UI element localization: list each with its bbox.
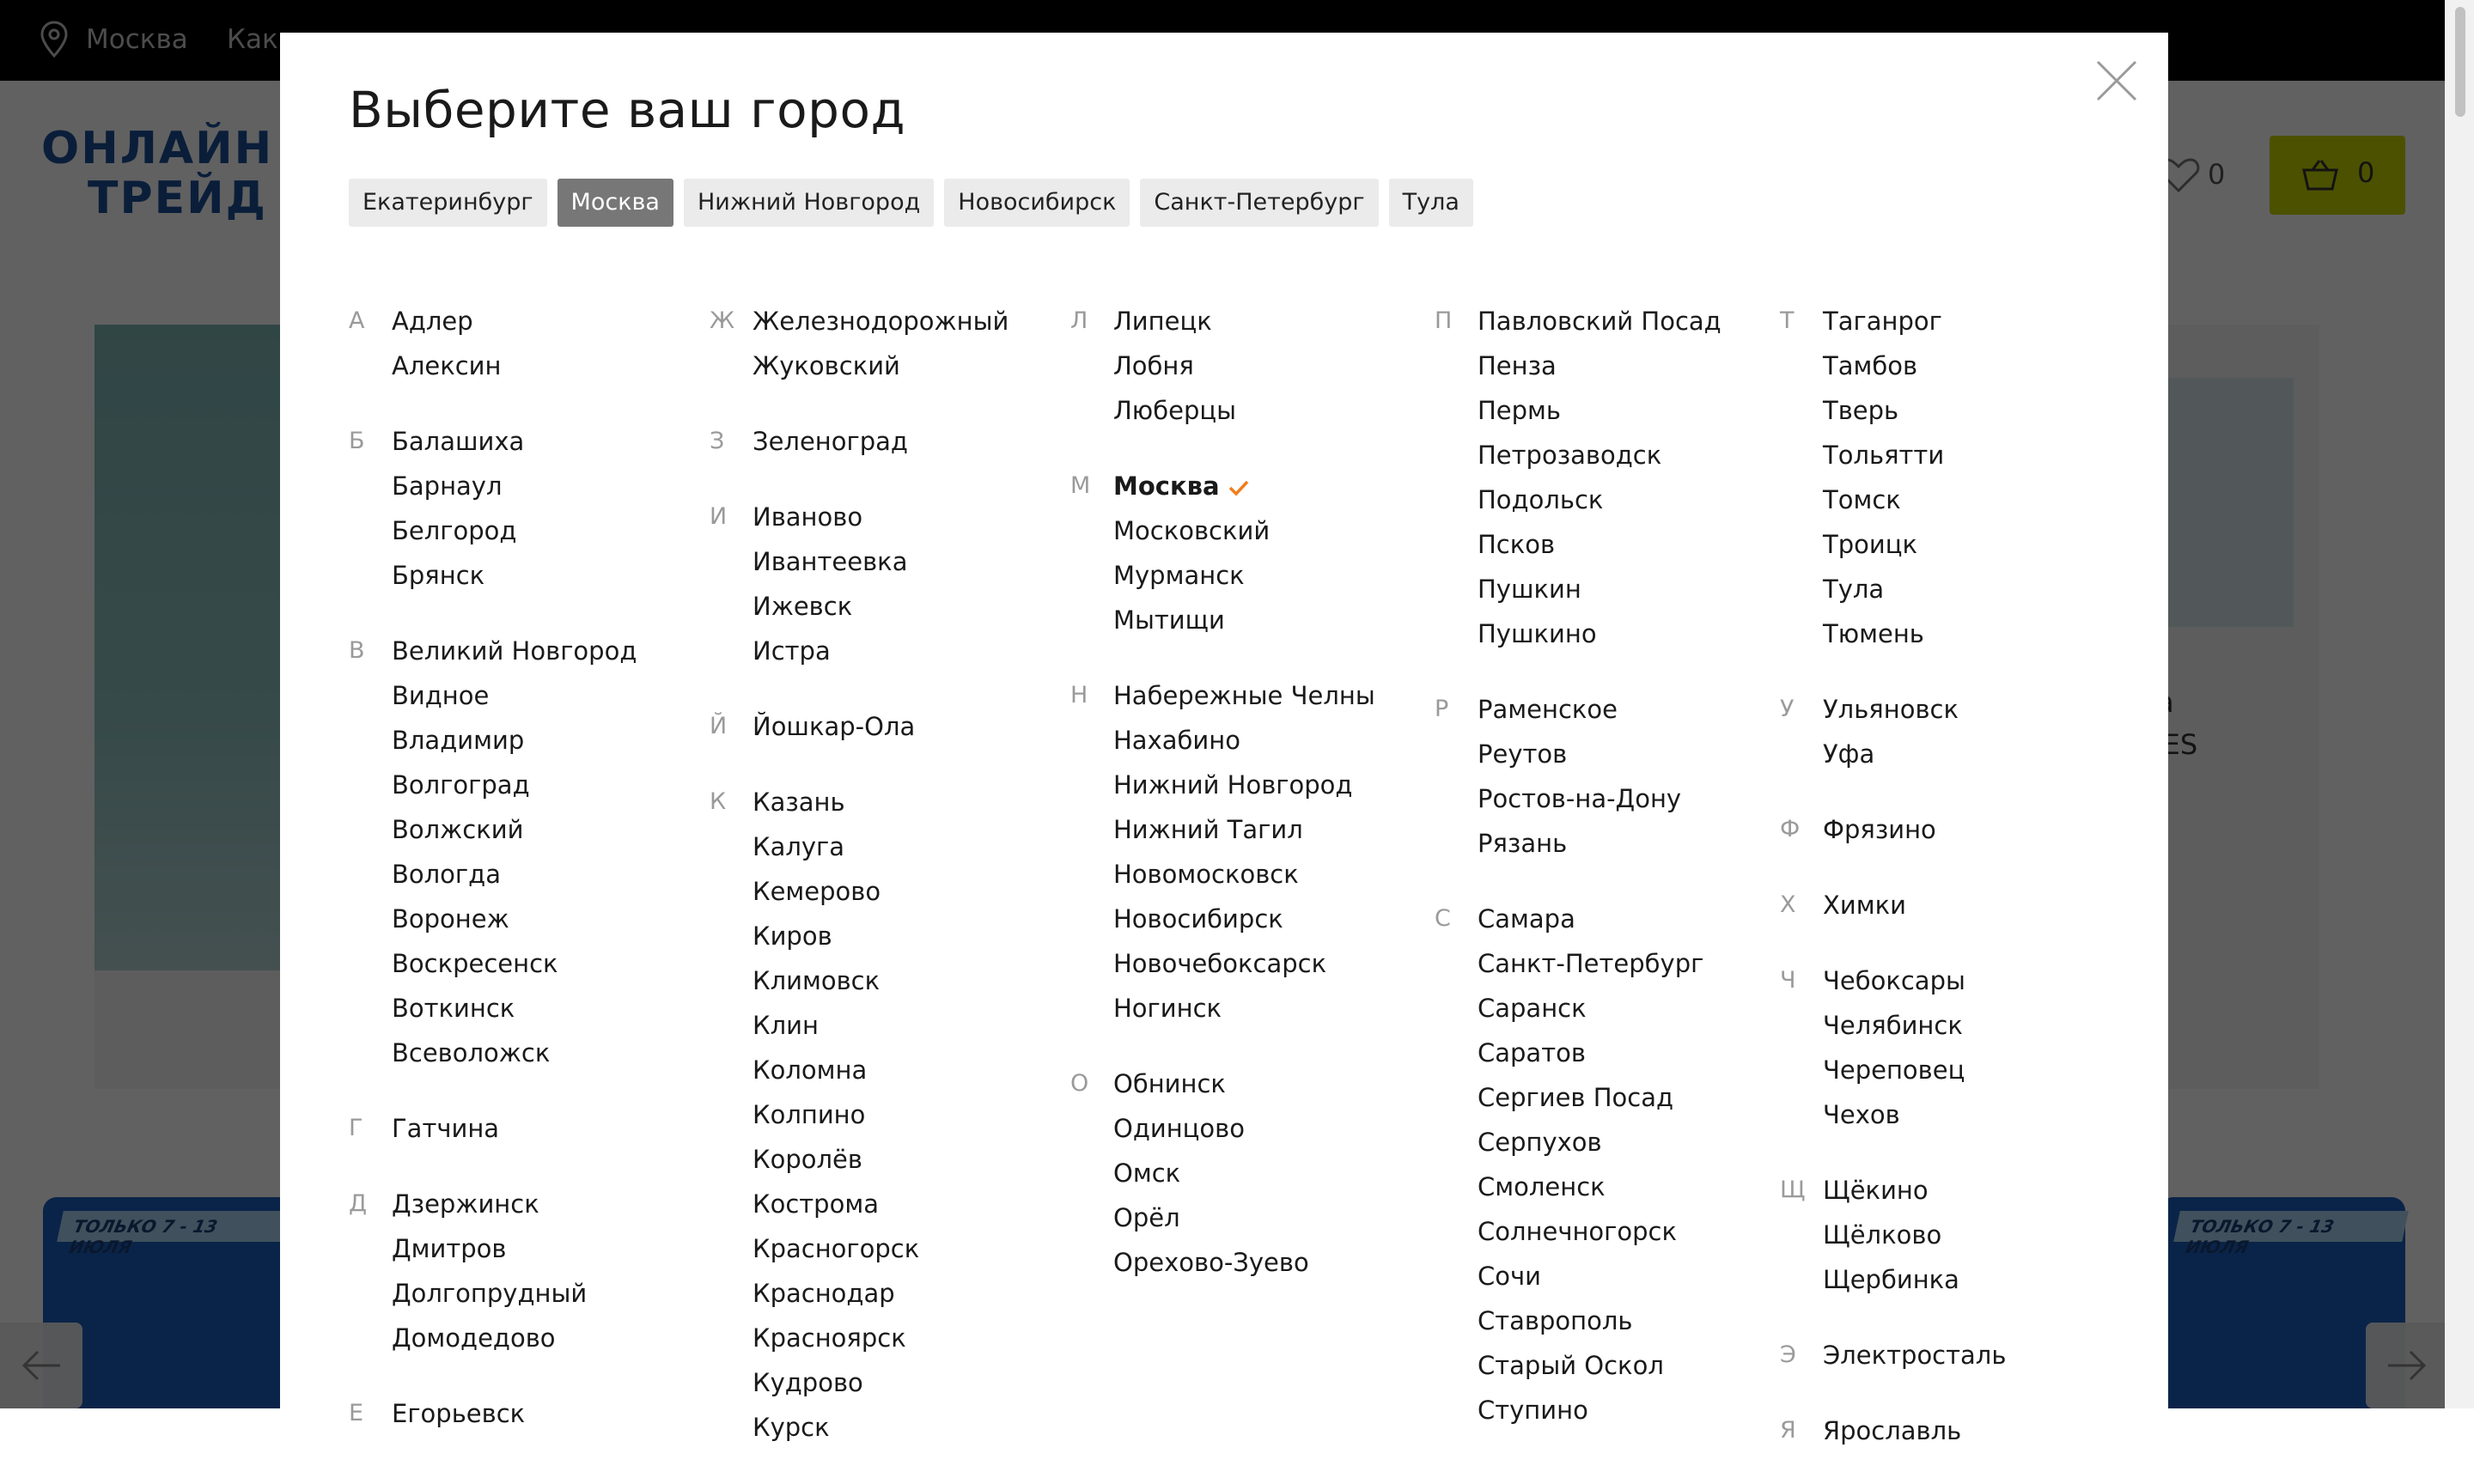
- city-name: Псков: [1478, 530, 1556, 559]
- city-name: Дмитров: [392, 1234, 507, 1263]
- city-name: Обнинск: [1113, 1069, 1226, 1098]
- city-name: Щербинка: [1823, 1265, 1959, 1294]
- checkmark-icon: [1228, 479, 1249, 496]
- city-link[interactable]: [392, 1031, 710, 1075]
- city-name: Тольятти: [1823, 441, 1945, 470]
- city-name: Саратов: [1478, 1038, 1586, 1067]
- city-link[interactable]: [392, 1391, 710, 1436]
- city-name: Кемерово: [753, 877, 881, 906]
- group-letter: О: [1070, 1070, 1089, 1097]
- close-icon[interactable]: [2094, 58, 2139, 103]
- city-link[interactable]: [1823, 1213, 2038, 1257]
- city-link[interactable]: [1823, 1333, 2038, 1378]
- city-link[interactable]: [1478, 1209, 1780, 1254]
- city-name: Сергиев Посад: [1478, 1083, 1674, 1112]
- city-name: Подольск: [1478, 485, 1604, 514]
- quick-city-list: [349, 179, 1473, 227]
- city-link[interactable]: [392, 1182, 710, 1226]
- city-name: Уфа: [1823, 739, 1875, 769]
- city-name: Сочи: [1478, 1262, 1541, 1291]
- city-name: Чехов: [1823, 1100, 1900, 1129]
- city-link[interactable]: [1113, 344, 1435, 388]
- city-name: Нахабино: [1113, 726, 1240, 755]
- letter-group: [1435, 687, 1780, 866]
- letter-group: [1070, 299, 1435, 433]
- city-link[interactable]: [392, 464, 710, 508]
- city-link[interactable]: [1478, 299, 1780, 344]
- city-link[interactable]: [392, 807, 710, 852]
- city-name: Новомосковск: [1113, 860, 1299, 889]
- city-link[interactable]: [392, 718, 710, 763]
- city-link[interactable]: [392, 1316, 710, 1360]
- city-link[interactable]: [753, 704, 1070, 749]
- city-name: Тюмень: [1823, 619, 1924, 648]
- city-name: Павловский Посад: [1478, 307, 1721, 336]
- city-name: Ижевск: [753, 592, 853, 621]
- city-link[interactable]: [392, 763, 710, 807]
- quick-city-chip[interactable]: Санкт-Петербург: [1140, 179, 1378, 227]
- city-link[interactable]: [753, 914, 1070, 958]
- group-letter: Г: [349, 1115, 363, 1141]
- city-link[interactable]: [392, 941, 710, 986]
- letter-group: [1070, 673, 1435, 1031]
- city-link[interactable]: [753, 629, 1070, 673]
- city-name: Долгопрудный: [392, 1279, 588, 1308]
- city-link[interactable]: [1478, 388, 1780, 433]
- letter-group: [349, 419, 710, 598]
- city-name: Новочебоксарск: [1113, 949, 1327, 978]
- city-name: Воткинск: [392, 994, 515, 1023]
- city-name: Орехово-Зуево: [1113, 1248, 1309, 1277]
- city-link[interactable]: [753, 539, 1070, 584]
- city-name: Киров: [753, 921, 832, 951]
- letter-group: [1780, 687, 2038, 776]
- group-letter: Ч: [1780, 967, 1796, 994]
- city-link[interactable]: [753, 1003, 1070, 1048]
- city-name: Петрозаводск: [1478, 441, 1662, 470]
- letter-group: [1780, 1333, 2038, 1378]
- group-letter: А: [349, 307, 365, 334]
- city-name: Вологда: [392, 860, 501, 889]
- city-link[interactable]: [1113, 852, 1435, 897]
- city-link[interactable]: [1823, 522, 2038, 567]
- letter-group: [1435, 897, 1780, 1432]
- city-name: Барнаул: [392, 471, 503, 501]
- city-link[interactable]: [753, 958, 1070, 1003]
- letter-group: [710, 704, 1070, 749]
- city-name: Ивантеевка: [753, 547, 908, 576]
- city-link[interactable]: [1113, 1240, 1435, 1285]
- city-link[interactable]: [1823, 687, 2038, 732]
- city-link[interactable]: [1478, 941, 1780, 986]
- city-name: Новосибирск: [1113, 904, 1283, 934]
- letter-group: [1780, 883, 2038, 928]
- city-name: Казань: [753, 788, 845, 817]
- city-name: Воронеж: [392, 904, 509, 934]
- city-name: Мурманск: [1113, 561, 1245, 590]
- city-name: Тула: [1823, 575, 1885, 604]
- city-link[interactable]: [1823, 344, 2038, 388]
- city-name: Ульяновск: [1823, 695, 1959, 724]
- group-letter: Э: [1780, 1341, 1796, 1368]
- city-link[interactable]: [1113, 388, 1435, 433]
- group-letter: Ж: [710, 307, 735, 334]
- city-link[interactable]: [753, 1182, 1070, 1226]
- city-name: Саранск: [1478, 994, 1587, 1023]
- city-link[interactable]: [1478, 1388, 1780, 1432]
- city-link[interactable]: [1823, 1048, 2038, 1092]
- modal-title: Выберите ваш город: [349, 81, 906, 139]
- city-name: Пермь: [1478, 396, 1562, 425]
- city-link[interactable]: [1478, 567, 1780, 611]
- city-link[interactable]: [1823, 477, 2038, 522]
- city-columns: [349, 299, 2038, 1484]
- city-link[interactable]: [1113, 1151, 1435, 1195]
- city-link[interactable]: [1823, 567, 2038, 611]
- city-link[interactable]: [1113, 763, 1435, 807]
- city-link[interactable]: [1823, 611, 2038, 656]
- city-name: Климовск: [753, 966, 881, 995]
- city-name: Коломна: [753, 1055, 868, 1085]
- city-name: Реутов: [1478, 739, 1568, 769]
- city-name: Троицк: [1823, 530, 1917, 559]
- city-link[interactable]: [392, 1226, 710, 1271]
- city-name: Великий Новгород: [392, 636, 637, 666]
- group-letter: Щ: [1780, 1177, 1806, 1203]
- city-link[interactable]: [1478, 687, 1780, 732]
- city-link[interactable]: [1478, 611, 1780, 656]
- city-link[interactable]: [392, 1271, 710, 1316]
- city-link[interactable]: [1823, 1408, 2038, 1453]
- group-letter: В: [349, 637, 365, 664]
- city-link[interactable]: [1823, 883, 2038, 928]
- city-name: Истра: [753, 636, 831, 666]
- letter-group: [1780, 958, 2038, 1137]
- city-link[interactable]: [753, 1226, 1070, 1271]
- city-name: Старый Оскол: [1478, 1351, 1664, 1380]
- city-link[interactable]: [753, 344, 1070, 388]
- city-link[interactable]: [1823, 732, 2038, 776]
- city-link[interactable]: [1823, 1003, 2038, 1048]
- city-link[interactable]: [392, 986, 710, 1031]
- group-letter: Ф: [1780, 816, 1801, 842]
- city-name: Нижний Новгород: [1113, 770, 1353, 800]
- city-name: Пушкин: [1478, 575, 1581, 604]
- city-link[interactable]: [392, 508, 710, 553]
- group-letter: Б: [349, 428, 365, 454]
- city-name: Волгоград: [392, 770, 530, 800]
- city-name: Люберцы: [1113, 396, 1236, 425]
- letter-group: [1780, 1408, 2038, 1453]
- city-link[interactable]: [1478, 344, 1780, 388]
- city-link[interactable]: [1478, 1298, 1780, 1343]
- city-link[interactable]: [1113, 941, 1435, 986]
- letter-group: [1070, 464, 1435, 642]
- city-link[interactable]: [753, 1048, 1070, 1092]
- city-link[interactable]: [753, 299, 1070, 344]
- group-letter: Л: [1070, 307, 1088, 334]
- page-scrollbar[interactable]: [2445, 0, 2474, 1408]
- city-name: Челябинск: [1823, 1011, 1963, 1040]
- city-name: Рязань: [1478, 829, 1568, 858]
- city-name: Красногорск: [753, 1234, 920, 1263]
- letter-group: [710, 299, 1070, 388]
- city-link[interactable]: [753, 419, 1070, 464]
- letter-group: [349, 629, 710, 1075]
- city-link[interactable]: [753, 1405, 1070, 1450]
- city-link[interactable]: [1478, 477, 1780, 522]
- city-link[interactable]: [753, 1271, 1070, 1316]
- city-link[interactable]: [753, 869, 1070, 914]
- city-name: Иваново: [753, 502, 863, 532]
- city-link[interactable]: [753, 1092, 1070, 1137]
- city-name: Санкт-Петербург: [1478, 949, 1704, 978]
- city-link[interactable]: [1113, 464, 1435, 508]
- city-link[interactable]: [1113, 598, 1435, 642]
- city-name: Серпухов: [1478, 1128, 1602, 1157]
- city-name: Владимир: [392, 726, 525, 755]
- city-link[interactable]: [1113, 508, 1435, 553]
- city-link[interactable]: [1113, 553, 1435, 598]
- group-letter: З: [710, 428, 725, 454]
- city-column: [1435, 299, 1780, 1484]
- city-name: Щёлково: [1823, 1220, 1942, 1250]
- city-name: Воскресенск: [392, 949, 558, 978]
- city-link[interactable]: [1113, 807, 1435, 852]
- city-name: Ступино: [1478, 1396, 1588, 1425]
- city-name: Москва: [1113, 471, 1220, 501]
- city-link[interactable]: [753, 584, 1070, 629]
- city-name: Домодедово: [392, 1323, 556, 1353]
- group-letter: Х: [1780, 891, 1796, 918]
- city-column: [1070, 299, 1435, 1484]
- city-name: Раменское: [1478, 695, 1618, 724]
- city-link[interactable]: [753, 780, 1070, 824]
- group-letter: Я: [1780, 1417, 1796, 1444]
- city-name: Алексин: [392, 351, 502, 380]
- city-name: Ставрополь: [1478, 1306, 1633, 1335]
- group-letter: Е: [349, 1400, 364, 1426]
- city-name: Нижний Тагил: [1113, 815, 1303, 844]
- letter-group: [1435, 299, 1780, 656]
- city-link[interactable]: [1478, 522, 1780, 567]
- city-name: Гатчина: [392, 1114, 500, 1143]
- letter-group: [710, 780, 1070, 1450]
- city-name: Ростов-на-Дону: [1478, 784, 1682, 813]
- city-name: Солнечногорск: [1478, 1217, 1678, 1246]
- city-link[interactable]: [1478, 1120, 1780, 1165]
- letter-group: [1780, 807, 2038, 852]
- city-link[interactable]: [1478, 433, 1780, 477]
- city-link[interactable]: [392, 1106, 710, 1151]
- city-name: Белгород: [392, 516, 517, 545]
- city-link[interactable]: [753, 1137, 1070, 1182]
- city-link[interactable]: [392, 852, 710, 897]
- city-name: Омск: [1113, 1159, 1181, 1188]
- city-name: Мытищи: [1113, 605, 1225, 635]
- city-name: Колпино: [753, 1100, 866, 1129]
- city-link[interactable]: [1478, 776, 1780, 821]
- city-name: Смоленск: [1478, 1172, 1606, 1201]
- letter-group: [710, 495, 1070, 673]
- city-link[interactable]: [1113, 1061, 1435, 1106]
- city-link[interactable]: [1478, 1075, 1780, 1120]
- group-letter: Т: [1780, 307, 1795, 334]
- city-name: Тверь: [1823, 396, 1899, 425]
- city-link[interactable]: [392, 673, 710, 718]
- city-link[interactable]: [753, 1316, 1070, 1360]
- group-letter: М: [1070, 472, 1091, 499]
- city-link[interactable]: [392, 629, 710, 673]
- letter-group: [710, 419, 1070, 464]
- city-name: Липецк: [1113, 307, 1212, 336]
- group-letter: К: [710, 788, 727, 815]
- city-link[interactable]: [1478, 1254, 1780, 1298]
- city-name: Волжский: [392, 815, 524, 844]
- city-link[interactable]: [1823, 1168, 2038, 1213]
- scrollbar-thumb[interactable]: [2455, 7, 2465, 117]
- city-name: Химки: [1823, 891, 1906, 920]
- city-link[interactable]: [1823, 807, 2038, 852]
- city-name: Королёв: [753, 1145, 862, 1174]
- group-letter: И: [710, 503, 728, 530]
- quick-city-chip[interactable]: Екатеринбург: [349, 179, 547, 227]
- group-letter: Д: [349, 1190, 368, 1217]
- city-name: Кудрово: [753, 1368, 863, 1397]
- city-name: Кострома: [753, 1189, 879, 1219]
- letter-group: [1780, 1168, 2038, 1302]
- letter-group: [1780, 299, 2038, 656]
- city-link[interactable]: [1113, 299, 1435, 344]
- city-link[interactable]: [1478, 986, 1780, 1031]
- city-name: Зеленоград: [753, 427, 908, 456]
- city-name: Набережные Челны: [1113, 681, 1375, 710]
- city-link[interactable]: [753, 495, 1070, 539]
- city-link[interactable]: [1478, 1165, 1780, 1209]
- city-name: Пенза: [1478, 351, 1557, 380]
- city-link[interactable]: [392, 299, 710, 344]
- city-name: Тамбов: [1823, 351, 1918, 380]
- city-column: [349, 299, 710, 1484]
- city-link[interactable]: [1823, 299, 2038, 344]
- city-link[interactable]: [1478, 821, 1780, 866]
- city-link[interactable]: [1113, 986, 1435, 1031]
- city-name: Ярославль: [1823, 1416, 1962, 1445]
- city-name: Одинцово: [1113, 1114, 1246, 1143]
- city-link[interactable]: [392, 897, 710, 941]
- city-name: Самара: [1478, 904, 1575, 934]
- city-link[interactable]: [392, 344, 710, 388]
- letter-group: [1070, 1061, 1435, 1285]
- city-name: Видное: [392, 681, 490, 710]
- quick-city-chip[interactable]: Тула: [1389, 179, 1473, 227]
- city-select-modal: [280, 33, 2168, 1445]
- group-letter: Р: [1435, 696, 1449, 722]
- city-link[interactable]: [1478, 1343, 1780, 1388]
- city-name: Таганрог: [1823, 307, 1942, 336]
- city-link[interactable]: [392, 553, 710, 598]
- city-link[interactable]: [1113, 673, 1435, 718]
- city-name: Клин: [753, 1011, 819, 1040]
- city-name: Фрязино: [1823, 815, 1936, 844]
- quick-city-chip[interactable]: Новосибирск: [944, 179, 1130, 227]
- group-letter: Й: [710, 713, 728, 739]
- city-name: Егорьевск: [392, 1399, 526, 1428]
- city-link[interactable]: [1113, 897, 1435, 941]
- group-letter: С: [1435, 905, 1451, 932]
- group-letter: У: [1780, 696, 1795, 722]
- city-link[interactable]: [1478, 1031, 1780, 1075]
- city-name: Балашиха: [392, 427, 525, 456]
- city-name: Краснодар: [753, 1279, 895, 1308]
- group-letter: П: [1435, 307, 1453, 334]
- city-link[interactable]: [1113, 718, 1435, 763]
- city-name: Всеволожск: [392, 1038, 551, 1067]
- city-name: Железнодорожный: [753, 307, 1009, 336]
- city-name: Орёл: [1113, 1203, 1180, 1232]
- city-link[interactable]: [1823, 958, 2038, 1003]
- city-link[interactable]: [1823, 1257, 2038, 1302]
- city-name: Курск: [753, 1413, 830, 1442]
- city-name: Чебоксары: [1823, 966, 1965, 995]
- letter-group: [349, 1182, 710, 1360]
- city-name: Череповец: [1823, 1055, 1965, 1085]
- city-name: Щёкино: [1823, 1176, 1929, 1205]
- city-link[interactable]: [1478, 732, 1780, 776]
- city-name: Московский: [1113, 516, 1271, 545]
- city-link[interactable]: [1478, 897, 1780, 941]
- city-name: Лобня: [1113, 351, 1194, 380]
- city-name: Жуковский: [753, 351, 900, 380]
- quick-city-chip[interactable]: Москва: [558, 179, 673, 227]
- city-link[interactable]: [392, 419, 710, 464]
- city-column: [710, 299, 1070, 1484]
- city-name: Красноярск: [753, 1323, 906, 1353]
- quick-city-chip[interactable]: Нижний Новгород: [684, 179, 934, 227]
- city-link[interactable]: [1823, 388, 2038, 433]
- city-name: Дзержинск: [392, 1189, 539, 1219]
- city-name: Адлер: [392, 307, 473, 336]
- city-link[interactable]: [1113, 1195, 1435, 1240]
- city-column: [1780, 299, 2038, 1484]
- city-name: Томск: [1823, 485, 1901, 514]
- letter-group: [349, 1391, 710, 1436]
- letter-group: [349, 299, 710, 388]
- city-name: Калуга: [753, 832, 845, 861]
- city-link[interactable]: [1823, 433, 2038, 477]
- letter-group: [349, 1106, 710, 1151]
- city-name: Йошкар-Ола: [753, 712, 916, 741]
- city-link[interactable]: [753, 824, 1070, 869]
- city-name: Пушкино: [1478, 619, 1597, 648]
- city-link[interactable]: [1823, 1092, 2038, 1137]
- city-link[interactable]: [753, 1360, 1070, 1405]
- group-letter: Н: [1070, 682, 1088, 709]
- city-name: Ногинск: [1113, 994, 1222, 1023]
- city-link[interactable]: [1113, 1106, 1435, 1151]
- city-name: Электросталь: [1823, 1341, 2007, 1370]
- city-name: Брянск: [392, 561, 485, 590]
